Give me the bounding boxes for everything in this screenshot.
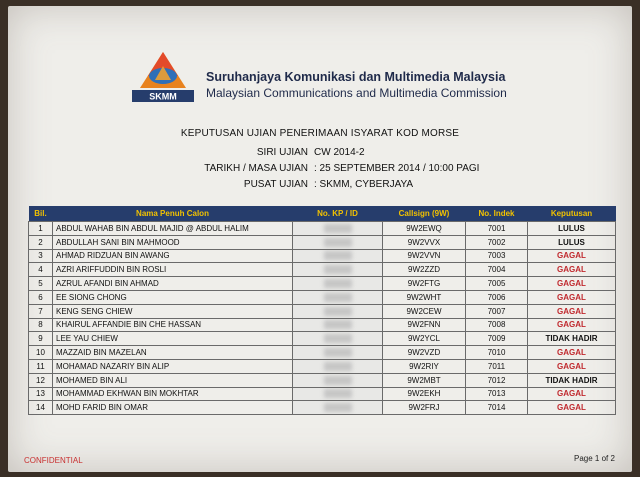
cell-result: LULUS (528, 222, 616, 236)
cell-result: GAGAL (528, 290, 616, 304)
redaction-blur (324, 348, 352, 357)
table-row (29, 373, 616, 387)
cell-result: GAGAL (528, 387, 616, 401)
redaction-blur (324, 293, 352, 302)
cell-bil: 12 (29, 373, 53, 387)
redaction-blur (324, 238, 352, 247)
meta-value: : 25 SEPTEMBER 2014 / 10:00 PAGI (314, 163, 480, 174)
cell-bil: 1 (29, 222, 53, 236)
cell-callsign: 9W2FTG (383, 277, 466, 291)
cell-result: GAGAL (528, 346, 616, 360)
cell-id-redacted (293, 277, 383, 291)
page-number: Page 1 of 2 (574, 454, 615, 463)
cell-index: 7013 (466, 387, 528, 401)
cell-result: TIDAK HADIR (528, 373, 616, 387)
cell-name: MAZZAID BIN MAZELAN (53, 346, 293, 360)
cell-name: AHMAD RIDZUAN BIN AWANG (53, 249, 293, 263)
redaction-blur (324, 251, 352, 260)
logo-text: SKMM (149, 91, 177, 102)
redaction-blur (324, 403, 352, 412)
redaction-blur (324, 320, 352, 329)
header-name: Nama Penuh Calon (53, 206, 293, 222)
cell-id-redacted (293, 359, 383, 373)
cell-callsign: 9W2WHT (383, 290, 466, 304)
redaction-blur (324, 362, 352, 371)
cell-result: TIDAK HADIR (528, 332, 616, 346)
cell-result: GAGAL (528, 249, 616, 263)
cell-result: GAGAL (528, 304, 616, 318)
redaction-blur (324, 334, 352, 343)
cell-bil: 3 (29, 249, 53, 263)
cell-id-redacted (293, 263, 383, 277)
cell-name: MOHAMED BIN ALI (53, 373, 293, 387)
cell-callsign: 9W2EWQ (383, 222, 466, 236)
cell-bil: 13 (29, 387, 53, 401)
table-row (29, 290, 616, 304)
cell-callsign: 9W2EKH (383, 387, 466, 401)
cell-name: MOHD FARID BIN OMAR (53, 401, 293, 415)
table-row (29, 222, 616, 236)
cell-name: KENG SENG CHIEW (53, 304, 293, 318)
meta-row-center (158, 179, 488, 190)
cell-index: 7003 (466, 249, 528, 263)
table-row (29, 359, 616, 373)
table-row (29, 263, 616, 277)
cell-bil: 14 (29, 401, 53, 415)
cell-bil: 9 (29, 332, 53, 346)
cell-index: 7010 (466, 346, 528, 360)
org-name-english: Malaysian Communications and Multimedia Commission (206, 86, 507, 100)
cell-result: GAGAL (528, 263, 616, 277)
cell-index: 7009 (466, 332, 528, 346)
redaction-blur (324, 389, 352, 398)
cell-result: LULUS (528, 235, 616, 249)
document-sheet (8, 6, 632, 472)
cell-id-redacted (293, 235, 383, 249)
cell-name: ABDULLAH SANI BIN MAHMOOD (53, 235, 293, 249)
header-id: No. KP / ID (293, 206, 383, 222)
redaction-blur (324, 307, 352, 316)
cell-index: 7008 (466, 318, 528, 332)
cell-name: KHAIRUL AFFANDIE BIN CHE HASSAN (53, 318, 293, 332)
redaction-blur (324, 224, 352, 233)
cell-result: GAGAL (528, 277, 616, 291)
cell-name: MOHAMAD NAZARIY BIN ALIP (53, 359, 293, 373)
cell-index: 7001 (466, 222, 528, 236)
cell-callsign: 9W2ZZD (383, 263, 466, 277)
table-row (29, 277, 616, 291)
cell-bil: 2 (29, 235, 53, 249)
cell-bil: 6 (29, 290, 53, 304)
results-table (28, 206, 616, 415)
cell-id-redacted (293, 346, 383, 360)
header-index: No. Indek (466, 206, 528, 222)
table-row (29, 249, 616, 263)
cell-callsign: 9W2RIY (383, 359, 466, 373)
cell-callsign: 9W2FRJ (383, 401, 466, 415)
cell-id-redacted (293, 304, 383, 318)
cell-callsign: 9W2VVX (383, 235, 466, 249)
cell-name: ABDUL WAHAB BIN ABDUL MAJID @ ABDUL HALIM (53, 222, 293, 236)
cell-callsign: 9W2FNN (383, 318, 466, 332)
table-row (29, 401, 616, 415)
cell-index: 7012 (466, 373, 528, 387)
cell-name: AZRI ARIFFUDDIN BIN ROSLI (53, 263, 293, 277)
cell-id-redacted (293, 373, 383, 387)
table-row (29, 346, 616, 360)
table-row (29, 318, 616, 332)
cell-id-redacted (293, 401, 383, 415)
cell-id-redacted (293, 222, 383, 236)
cell-index: 7005 (466, 277, 528, 291)
meta-label: SIRI UJIAN (256, 147, 308, 158)
cell-id-redacted (293, 387, 383, 401)
cell-name: LEE YAU CHIEW (53, 332, 293, 346)
cell-result: GAGAL (528, 318, 616, 332)
cell-result: GAGAL (528, 359, 616, 373)
cell-name: AZRUL AFANDI BIN AHMAD (53, 277, 293, 291)
cell-bil: 4 (29, 263, 53, 277)
header-result: Keputusan (528, 206, 616, 222)
header-callsign: Callsign (9W) (383, 206, 466, 222)
cell-id-redacted (293, 332, 383, 346)
cell-index: 7004 (466, 263, 528, 277)
table-row (29, 304, 616, 318)
cell-result: GAGAL (528, 401, 616, 415)
cell-callsign: 9W2MBT (383, 373, 466, 387)
redaction-blur (324, 376, 352, 385)
cell-index: 7014 (466, 401, 528, 415)
confidential-label: CONFIDENTIAL (24, 456, 83, 465)
meta-label: TARIKH / MASA UJIAN (204, 163, 308, 174)
cell-bil: 11 (29, 359, 53, 373)
skmm-logo (128, 50, 198, 106)
cell-callsign: 9W2CEW (383, 304, 466, 318)
header-bil: Bil. (29, 206, 53, 222)
cell-callsign: 9W2YCL (383, 332, 466, 346)
cell-callsign: 9W2VVN (383, 249, 466, 263)
meta-value: : SKMM, CYBERJAYA (314, 179, 414, 190)
table-row (29, 235, 616, 249)
document-title: KEPUTUSAN UJIAN PENERIMAAN ISYARAT KOD MORSE (180, 128, 460, 139)
cell-index: 7007 (466, 304, 528, 318)
cell-bil: 5 (29, 277, 53, 291)
cell-name: EE SIONG CHONG (53, 290, 293, 304)
cell-index: 7006 (466, 290, 528, 304)
cell-bil: 10 (29, 346, 53, 360)
meta-value: CW 2014-2 (314, 147, 365, 158)
meta-label: PUSAT UJIAN (243, 179, 308, 190)
cell-bil: 7 (29, 304, 53, 318)
cell-callsign: 9W2VZD (383, 346, 466, 360)
cell-id-redacted (293, 290, 383, 304)
cell-name: MOHAMMAD EKHWAN BIN MOKHTAR (53, 387, 293, 401)
org-name-malay: Suruhanjaya Komunikasi dan Multimedia Malaysia (206, 70, 506, 84)
table-header-row (29, 206, 616, 222)
redaction-blur (324, 279, 352, 288)
meta-row-date (158, 163, 488, 174)
cell-index: 7002 (466, 235, 528, 249)
cell-id-redacted (293, 318, 383, 332)
redaction-blur (324, 265, 352, 274)
table-row (29, 387, 616, 401)
table-row (29, 332, 616, 346)
meta-row-series (158, 147, 488, 158)
cell-id-redacted (293, 249, 383, 263)
cell-index: 7011 (466, 359, 528, 373)
cell-bil: 8 (29, 318, 53, 332)
table-body (29, 222, 616, 415)
